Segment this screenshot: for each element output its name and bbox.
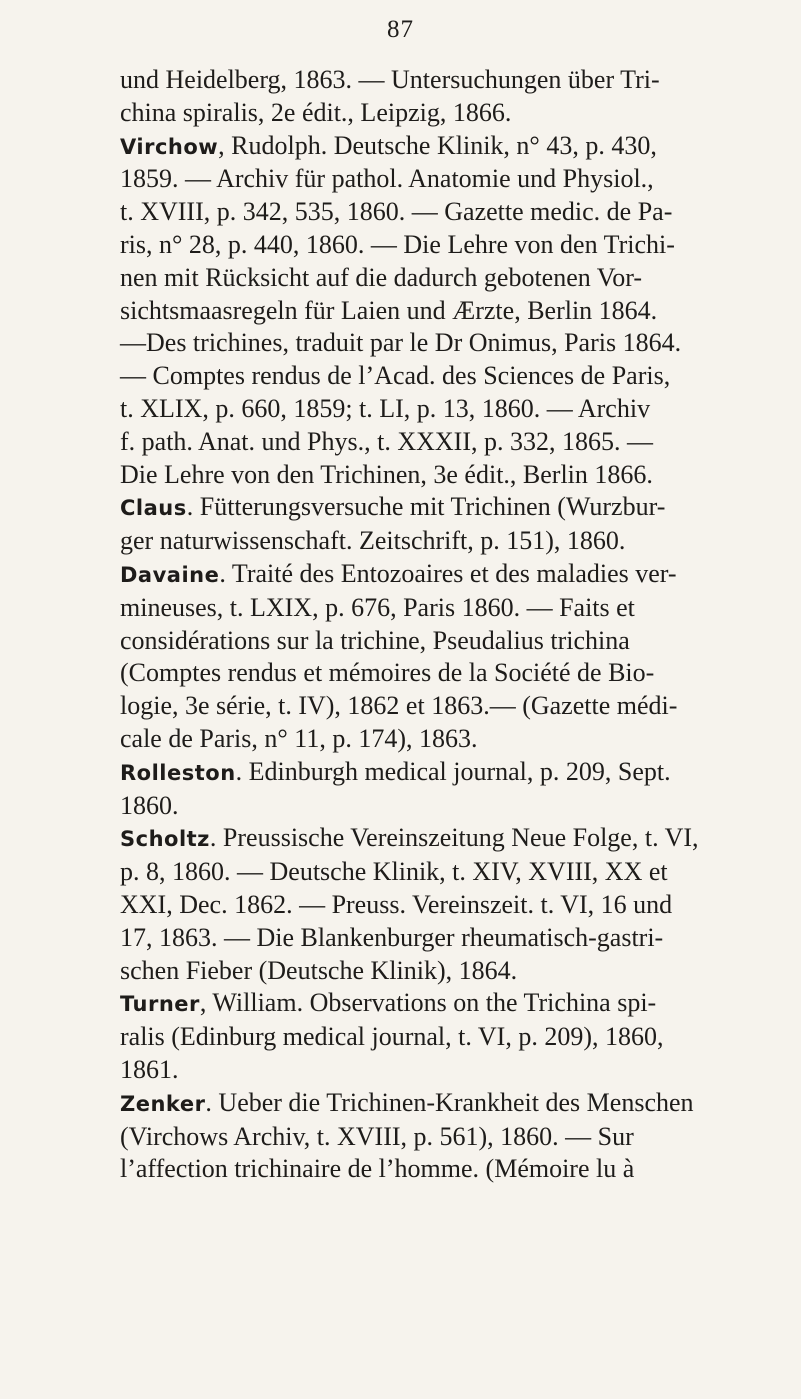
author-name: Zenker	[120, 1091, 206, 1116]
entry-line: — Comptes rendus de l’Acad. des Sciences de Paris,	[120, 361, 671, 391]
bibliography-entry	[120, 130, 740, 492]
entry-line: ris, n° 28, p. 440, 1860. — Die Lehre von den Trichi-	[120, 229, 675, 259]
entry-line: f. path. Anat. und Phys., t. XXXII, p. 332, 1865. —	[120, 426, 653, 456]
entry-line: p. 8, 1860. — Deutsche Klinik, t. XIV, XVIII, XX et	[120, 857, 668, 887]
entry-line: ralis (Edinburg medical journal, t. VI, p. 209), 1860,	[120, 1022, 664, 1052]
entry-line: Die Lehre von den Trichinen, 3e édit., Berlin 1866.	[120, 459, 653, 489]
bibliography-entry	[120, 558, 740, 756]
entry-line: 1859. — Archiv für pathol. Anatomie und Physiol.,	[120, 164, 654, 194]
entry-text: . Edinburgh medical journal, p. 209, Sept.	[235, 756, 671, 786]
bibliography-entry	[120, 64, 740, 130]
author-name: Claus	[120, 496, 187, 521]
entry-line: schen Fieber (Deutsche Klinik), 1864.	[120, 955, 518, 985]
bibliography-entry	[120, 1087, 740, 1186]
bibliography-entry	[120, 987, 740, 1086]
entry-line: sichtsmaasregeln für Laien und Ærzte, Berlin 1864.	[120, 295, 658, 325]
entry-line: considérations sur la trichine, Pseudalius trichina	[120, 625, 630, 655]
entry-line: 17, 1863. — Die Blankenburger rheumatisch-gastri-	[120, 922, 664, 952]
entry-line: t. XLIX, p. 660, 1859; t. LI, p. 13, 1860. — Archiv	[120, 393, 651, 423]
entry-line	[120, 130, 740, 164]
entry-line: und Heidelberg, 1863. — Untersuchungen über Tri-	[120, 65, 660, 94]
entry-line: 1861.	[120, 1054, 179, 1084]
entry-line: l’affection trichinaire de l’homme. (Mémoire lu à	[120, 1154, 635, 1184]
entry-line	[120, 756, 740, 790]
entry-text: , William. Observations on the Trichina spi-	[199, 988, 657, 1018]
entry-line: mineuses, t. LXIX, p. 676, Paris 1860. — Faits et	[120, 592, 635, 622]
entry-line: XXI, Dec. 1862. — Preuss. Vereinszeit. t. VI, 16 und	[120, 889, 673, 919]
page-number: 87	[387, 16, 414, 43]
entry-text: . Preussische Vereinszeitung Neue Folge, t. VI,	[209, 823, 699, 853]
entry-text: . Traité des Entozoaires et des maladies ver-	[219, 558, 677, 588]
entry-line: (Virchows Archiv, t. XVIII, p. 561), 1860. — Sur	[120, 1121, 634, 1151]
entry-line	[120, 822, 740, 856]
entry-text: . Ueber die Trichinen-Krankheit des Menschen	[205, 1087, 694, 1117]
entry-text: . Fütterungsversuche mit Trichinen (Wurzbur-	[186, 492, 666, 522]
entry-line: cale de Paris, n° 11, p. 174), 1863.	[120, 723, 478, 753]
entry-line	[120, 1087, 740, 1121]
bibliography-entry	[120, 756, 740, 823]
entry-line	[120, 491, 740, 525]
entry-line: ger naturwissenschaft. Zeitschrift, p. 151), 1860.	[120, 526, 626, 556]
entry-text: , Rudolph. Deutsche Klinik, n° 43, p. 430,	[218, 130, 657, 160]
author-name: Scholtz	[120, 827, 210, 852]
entry-line: 1860.	[120, 790, 179, 820]
entry-line: —Des trichines, traduit par le Dr Onimus, Paris 1864.	[120, 328, 682, 358]
entry-line: china spiralis, 2e édit., Leipzig, 1866.	[120, 97, 512, 127]
bibliography-entry	[120, 491, 740, 558]
entry-line: (Comptes rendus et mémoires de la Société de Bio-	[120, 658, 655, 688]
entry-line: t. XVIII, p. 342, 535, 1860. — Gazette medic. de Pa-	[120, 197, 673, 227]
entry-line	[120, 987, 740, 1021]
author-name: Davaine	[120, 562, 220, 587]
author-name: Turner	[120, 992, 200, 1017]
entry-line: logie, 3e série, t. IV), 1862 et 1863.— (Gazette médi-	[120, 691, 678, 721]
entry-line: nen mit Rücksicht auf die dadurch gebotenen Vor-	[120, 262, 642, 292]
author-name: Virchow	[120, 134, 219, 159]
bibliography-entry	[120, 822, 740, 987]
entry-line	[120, 558, 740, 592]
bibliography-list	[120, 64, 740, 1186]
author-name: Rolleston	[120, 760, 236, 785]
